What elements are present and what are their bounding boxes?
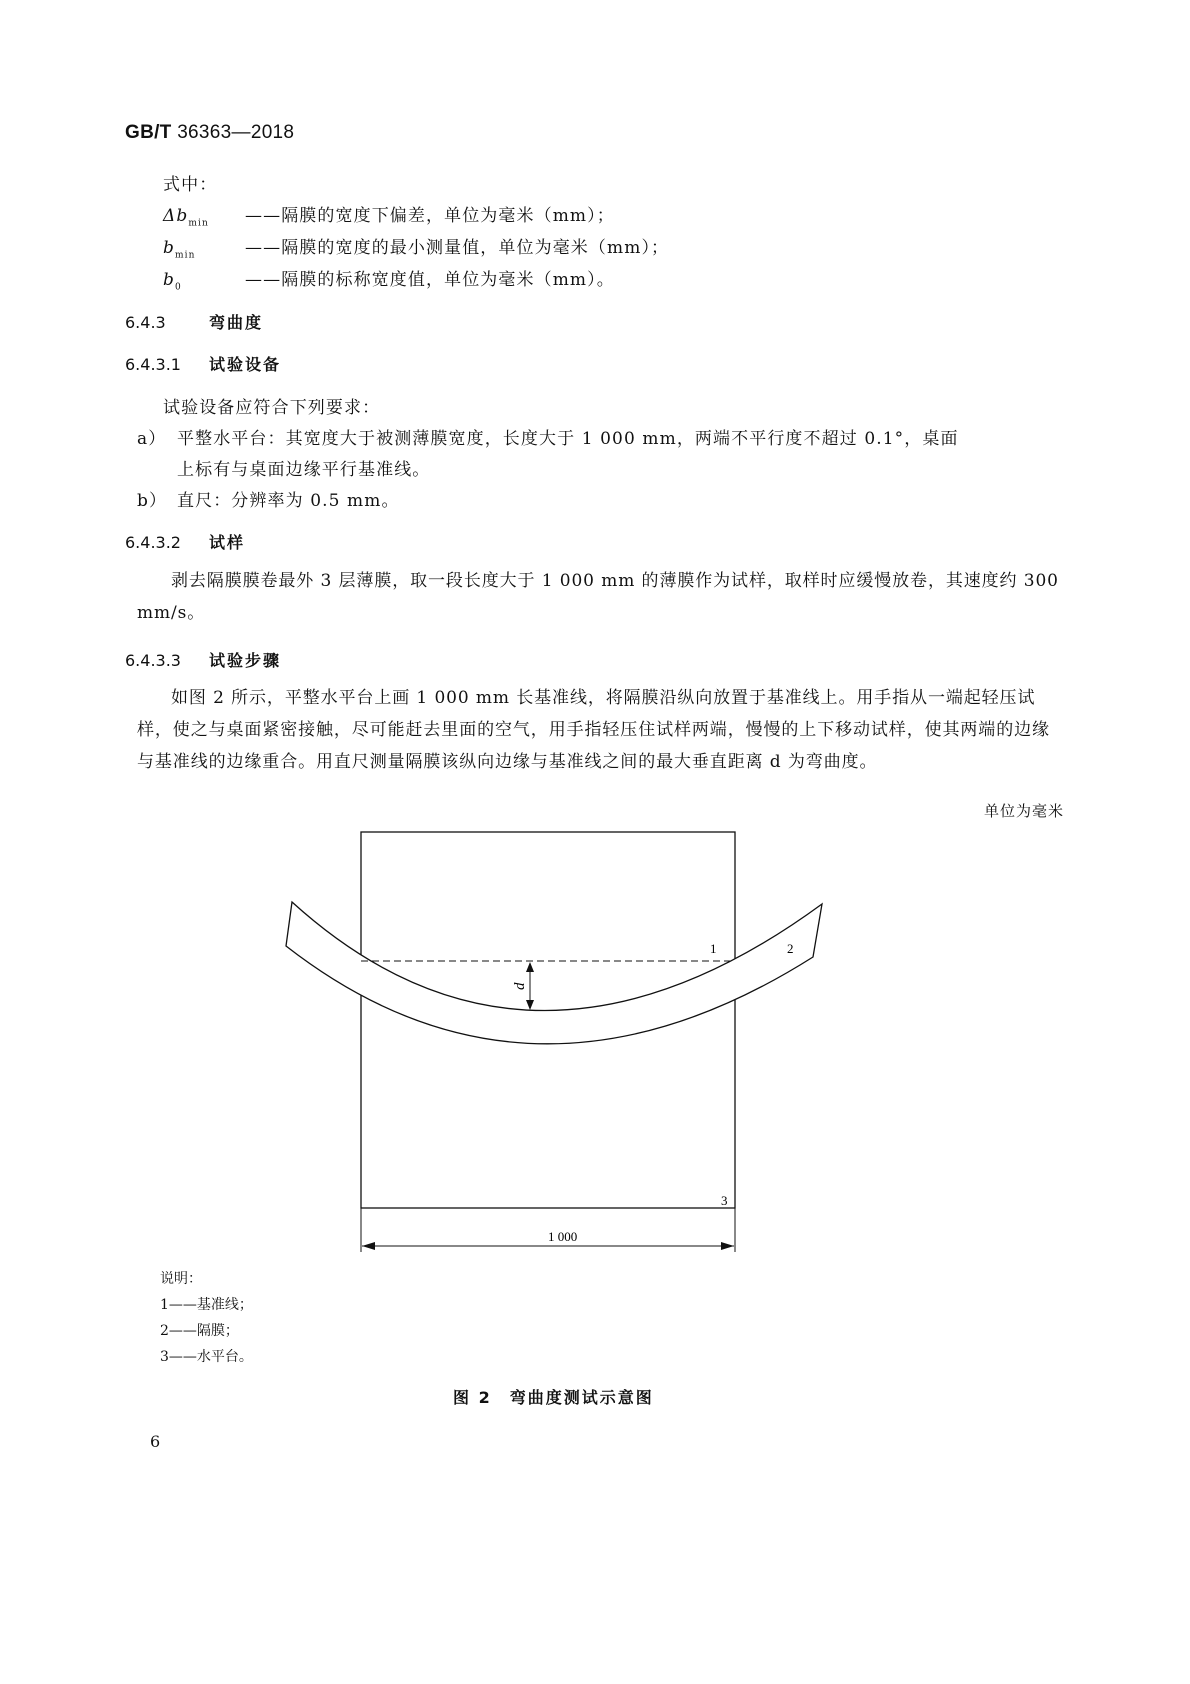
formula-intro: 式中： xyxy=(163,175,218,195)
equipment-item-b: b） 直尺：分辨率为 0.5 mm。 xyxy=(137,491,400,511)
unit-note: 单位为毫米 xyxy=(983,802,1064,820)
equipment-item-a: a） 平整水平台：其宽度大于被测薄膜宽度，长度大于 1 000 mm，两端不平行度不超过 0.1°，桌面 xyxy=(137,429,959,449)
formula-note-delta-bmin: $\Delta b_{min}$ ——隔膜的宽度下偏差，单位为毫米（mm）； xyxy=(163,206,615,229)
label-separator: 2 xyxy=(787,941,794,956)
formula-note-b0: $b_0$ ——隔膜的标称宽度值，单位为毫米（mm）。 xyxy=(163,270,615,293)
deviation-arrow-head-top xyxy=(526,962,534,972)
dimension-arrow-right xyxy=(721,1242,734,1250)
dimension-arrow-left xyxy=(362,1242,375,1250)
legend-item-2: 2——隔膜； xyxy=(160,1323,239,1339)
legend-item-1: 1——基准线； xyxy=(160,1297,253,1313)
equipment-intro: 试验设备应符合下列要求： xyxy=(163,398,381,418)
section-heading-6-4-3-3: 6.4.3.3 试验步骤 xyxy=(125,651,282,670)
formula-note-bmin: $b_{min}$ ——隔膜的宽度的最小测量值，单位为毫米（mm）； xyxy=(163,238,670,261)
section-heading-6-4-3-1: 6.4.3.1 试验设备 xyxy=(125,355,282,374)
sample-paragraph: 剥去隔膜膜卷最外 3 层薄膜，取一段长度大于 1 000 mm 的薄膜作为试样，取样时应缓慢放卷，其速度约 300 mm/s。 xyxy=(137,571,1059,623)
figure-caption: 图 2 弯曲度测试示意图 xyxy=(453,1388,654,1407)
label-table: 3 xyxy=(721,1193,728,1208)
page-number: 6 xyxy=(150,1432,161,1451)
dimension-label: 1 000 xyxy=(548,1229,578,1244)
section-heading-6-4-3-2: 6.4.3.2 试样 xyxy=(125,533,246,552)
deviation-arrow-head-bottom xyxy=(526,1000,534,1010)
label-reference-line: 1 xyxy=(710,941,717,956)
deviation-label: d xyxy=(512,982,528,990)
legend-title: 说明： xyxy=(160,1271,202,1287)
section-heading-6-4-3: 6.4.3 弯曲度 xyxy=(125,313,264,332)
equipment-item-a-cont: 上标有与桌面边缘平行基准线。 xyxy=(177,460,431,480)
procedure-paragraph: 如图 2 所示，平整水平台上画 1 000 mm 长基准线，将隔膜沿纵向放置于基准线上。用手指从一端起轻压试样，使之与桌面紧密接触，尽可能赶去里面的空气，用手指轻压住试样两端，慢慢的上下移动试样，使其两端的边缘与基准线的边缘重合。用直尺测量隔膜该纵向边缘与基准线之间的最大垂直距离 d 为弯曲度。 xyxy=(137,688,1050,772)
standard-code: GB/T 36363—2018 xyxy=(125,122,295,143)
separator-film xyxy=(286,902,822,1044)
legend-item-3: 3——水平台。 xyxy=(160,1349,253,1365)
